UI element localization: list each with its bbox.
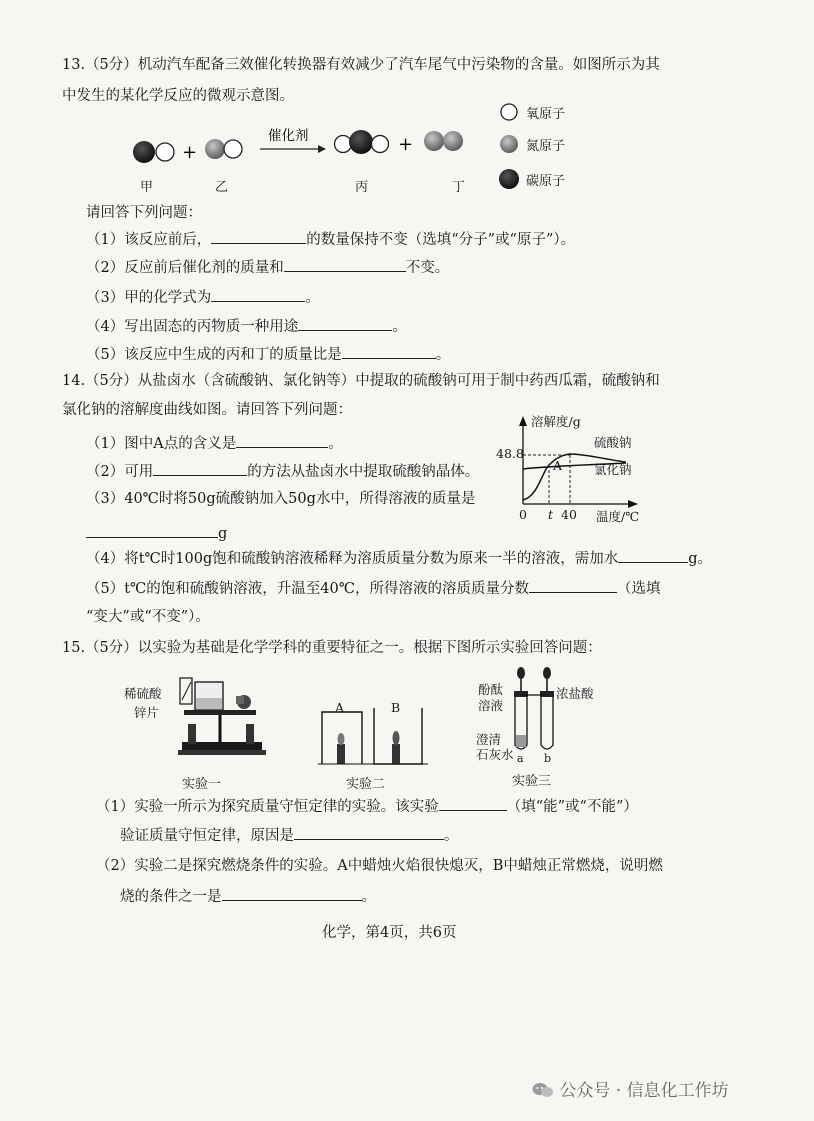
q15-item2-line1: （2）实验二是探究燃烧条件的实验。A中蜡烛火焰很快熄灭，B中蜡烛正常燃烧，说明燃 — [96, 858, 663, 874]
q14-item5: （5）t℃的饱和硫酸钠溶液，升温至40℃，所得溶液的溶质质量分数 （选填 — [86, 578, 660, 599]
graph-origin: 0 — [519, 507, 527, 522]
answer-blank[interactable] — [298, 316, 392, 331]
exp1-zinc-label: 锌片 — [134, 705, 160, 720]
plus-sign-2: + — [398, 134, 414, 155]
q15-item1-line1: （1）实验一所示为探究质量守恒定律的实验。该实验 （填“能”或“不能”） — [96, 796, 638, 817]
q13-item2: （2）反应前后催化剂的质量和 不变。 — [86, 257, 449, 278]
q14-stem-line1: 14.（5分）从盐卤水（含硫酸钠、氯化钠等）中提取的硫酸钠可用于制中药西瓜霜，硫酸钠和 — [62, 373, 660, 389]
q15-item1-line2: 验证质量守恒定律，原因是 。 — [120, 825, 459, 846]
answer-blank[interactable] — [284, 257, 406, 272]
label-ding: 丁 — [452, 180, 466, 195]
molecule-bing — [335, 130, 389, 154]
graph-point-a: A — [553, 458, 563, 473]
exp3-caption: 实验三 — [512, 774, 552, 789]
legend-oxygen-label: 氧原子 — [526, 107, 566, 122]
graph-ylabel: 溶解度/g — [531, 414, 581, 429]
exp3-phenolphthalein-label-1: 酚酞 — [478, 682, 504, 697]
experiment1-balance — [160, 672, 270, 772]
plus-sign: + — [182, 142, 198, 163]
q13-item5: （5）该反应中生成的丙和丁的质量比是 。 — [86, 344, 450, 365]
legend-carbon-label: 碳原子 — [526, 174, 566, 189]
q14-item5-line2: “变大”或“不变”）。 — [86, 609, 210, 625]
answer-blank[interactable] — [211, 229, 306, 244]
answer-blank[interactable] — [86, 523, 218, 538]
molecule-jia — [133, 141, 174, 163]
graph-tick-t: t — [548, 507, 554, 522]
watermark: 公众号 · 信息化工作坊 — [532, 1076, 729, 1101]
exp1-acid-label: 稀硫酸 — [124, 686, 162, 701]
answer-blank[interactable] — [529, 578, 617, 593]
reaction-arrow — [260, 145, 326, 153]
answer-blank[interactable] — [222, 886, 362, 901]
page-footer: 化学，第4页，共6页 — [322, 925, 457, 941]
exp3-tube-a: a — [517, 752, 524, 765]
graph-xlabel: 温度/℃ — [596, 509, 640, 524]
exp3-limewater-label-2: 石灰水 — [476, 747, 514, 762]
q14-item3: （3）40℃时将50g硫酸钠加入50g水中，所得溶液的质量是 — [86, 491, 476, 507]
graph-series-sodium-sulfate: 硫酸钠 — [594, 435, 632, 450]
molecule-ding — [424, 131, 463, 151]
molecule-yi — [205, 139, 242, 159]
catalyst-label: 催化剂 — [268, 128, 309, 144]
label-jia: 甲 — [140, 180, 154, 195]
answer-blank[interactable] — [342, 344, 436, 359]
q14-item1: （1）图中A点的含义是 。 — [86, 433, 343, 454]
y-axis-arrow — [519, 416, 527, 426]
label-bing: 丙 — [355, 180, 369, 195]
q13-item1: （1）该反应前后， 的数量保持不变（选填“分子”或“原子”）。 — [86, 229, 575, 250]
q14-stem-line2: 氯化钠的溶解度曲线如图。请回答下列问题： — [62, 402, 352, 418]
answer-blank[interactable] — [439, 796, 507, 811]
q15-item2-line2: 烧的条件之一是 。 — [120, 886, 376, 907]
exp2-caption: 实验二 — [346, 777, 386, 792]
q13-item4: （4）写出固态的丙物质一种用途 。 — [86, 316, 407, 337]
q14-item4: （4）将t℃时100g饱和硫酸钠溶液稀释为溶质质量分数为原来一半的溶液，需加水 g。 — [86, 548, 712, 569]
label-yi: 乙 — [215, 180, 229, 195]
answer-blank[interactable] — [211, 287, 305, 302]
answer-blank[interactable] — [153, 461, 247, 476]
wechat-icon — [532, 1081, 554, 1099]
exp2-label-a: A — [335, 700, 345, 715]
exp3-tube-b: b — [544, 752, 552, 765]
exp1-caption: 实验一 — [182, 777, 222, 792]
q14-item3-answer: g — [86, 523, 227, 544]
q13-stem-line2: 中发生的某化学反应的微观示意图。 — [62, 88, 294, 104]
exp3-limewater-label-1: 澄清 — [476, 732, 502, 747]
graph-y-value: 48.8 — [496, 446, 524, 461]
q13-item3: （3）甲的化学式为 。 — [86, 287, 320, 308]
answer-blank[interactable] — [294, 825, 444, 840]
answer-blank[interactable] — [236, 433, 328, 448]
legend-nitrogen-atom — [500, 135, 518, 153]
q13-prompt: 请回答下列问题： — [86, 205, 202, 221]
graph-series-sodium-chloride: 氯化钠 — [594, 462, 632, 477]
experiment3-tubes — [505, 665, 565, 765]
exp3-phenolphthalein-label-2: 溶液 — [478, 698, 504, 713]
q14-item2: （2）可用 的方法从盐卤水中提取硫酸钠晶体。 — [86, 461, 479, 482]
legend-nitrogen-label: 氮原子 — [526, 139, 566, 154]
exp3-hcl-label: 浓盐酸 — [556, 686, 594, 701]
q13-stem-line1: 13.（5分）机动汽车配备三效催化转换器有效减少了汽车尾气中污染物的含量。如图所示为其 — [62, 57, 660, 73]
legend-oxygen-atom — [501, 104, 517, 120]
answer-blank[interactable] — [618, 548, 688, 563]
graph-tick-40: 40 — [561, 507, 577, 522]
exp2-label-b: B — [391, 700, 401, 715]
q15-stem: 15.（5分）以实验为基础是化学学科的重要特征之一。根据下图所示实验回答问题： — [62, 640, 602, 656]
legend-carbon-atom — [499, 169, 519, 189]
